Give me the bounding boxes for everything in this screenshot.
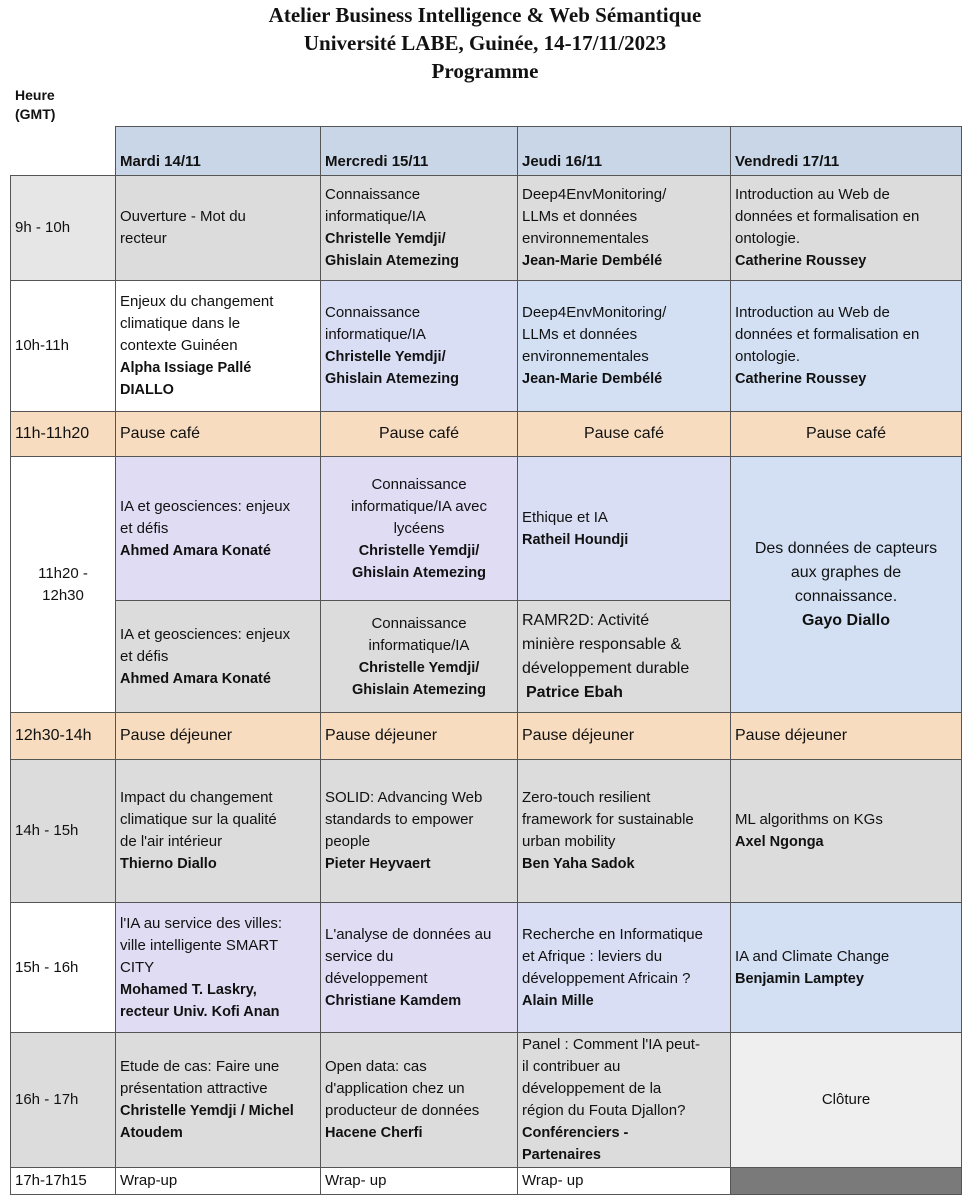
- day-header-vendredi: [730, 126, 962, 176]
- break-label: Pause déjeuner: [120, 727, 233, 744]
- speaker-name: Pieter Heyvaert: [325, 856, 431, 872]
- time-slot: [10, 712, 116, 760]
- session-cell: [115, 175, 321, 281]
- speaker-name: Thierno Diallo: [120, 856, 217, 872]
- session-title: contexte Guinéen: [120, 337, 238, 354]
- speaker-name: Ghislain Atemezing: [351, 681, 486, 698]
- session-title: lycéens: [393, 519, 445, 537]
- session-title: framework for sustainable: [522, 811, 694, 828]
- time-slot: [10, 411, 116, 457]
- speaker-name: Christelle Yemdji/: [358, 659, 480, 676]
- speaker-name: Ben Yaha Sadok: [522, 856, 635, 872]
- wrapup-label: Wrap-up: [120, 1172, 178, 1189]
- time-label: 14h - 15h: [15, 822, 79, 839]
- session-title: IA and Climate Change: [735, 947, 890, 965]
- session-title: Recherche en Informatique: [522, 925, 703, 943]
- time-label: 9h - 10h: [15, 219, 71, 236]
- session-cell: [730, 280, 962, 412]
- speaker-name: Mohamed T. Laskry,: [120, 981, 257, 998]
- session-title: IA et geosciences: enjeux: [120, 497, 291, 515]
- speaker-name: Patrice Ebah: [526, 683, 623, 701]
- speaker-name: Catherine Roussey: [735, 371, 867, 387]
- time-label: 11h20 -: [38, 564, 88, 582]
- session-title: L'analyse de données au: [325, 925, 492, 943]
- session-title: données et formalisation en: [735, 208, 920, 225]
- session-title: IA et geosciences: enjeux: [120, 625, 291, 643]
- day-header-mardi: [115, 126, 321, 176]
- session-cell: [517, 759, 731, 903]
- session-title: Panel : Comment l'IA peut-: [522, 1036, 700, 1053]
- speaker-name: recteur Univ. Kofi Anan: [120, 1003, 280, 1020]
- session-title: LLMs et données: [522, 208, 638, 225]
- time-label: 12h30-14h: [15, 727, 92, 744]
- session-title: people: [325, 833, 371, 850]
- session-title: Connaissance: [371, 614, 467, 632]
- session-cell: [115, 902, 321, 1033]
- time-slot: [10, 175, 116, 281]
- session-title: standards to empower: [325, 811, 474, 828]
- speaker-name: Catherine Roussey: [735, 253, 867, 269]
- session-title: ville intelligente SMART: [120, 936, 279, 954]
- session-title: informatique/IA avec: [351, 497, 487, 515]
- break-cell: [320, 712, 518, 760]
- speaker-name: Alpha Issiage Pallé: [120, 360, 252, 376]
- session-title: ontologie.: [735, 230, 801, 247]
- time-slot: [10, 759, 116, 903]
- session-title: Connaissance: [325, 304, 421, 321]
- session-title: Ouverture - Mot du: [120, 208, 246, 225]
- session-title: données et formalisation en: [735, 326, 920, 343]
- wrapup-cell: [320, 1167, 518, 1195]
- session-title: RAMR2D: Activité: [522, 611, 650, 629]
- time-slot: [10, 280, 116, 412]
- session-cell: [320, 175, 518, 281]
- session-title: informatique/IA: [368, 636, 470, 654]
- wrapup-label: Wrap- up: [325, 1172, 387, 1189]
- break-label: Pause déjeuner: [325, 727, 438, 744]
- session-cell: [730, 456, 962, 713]
- session-cell: [517, 600, 731, 713]
- session-title: CITY: [120, 958, 155, 976]
- speaker-name: Jean-Marie Dembélé: [522, 253, 663, 269]
- time-label: 12h30: [42, 586, 84, 604]
- session-title: Ethique et IA: [522, 508, 608, 526]
- session-title: et Afrique : leviers du: [522, 947, 663, 965]
- title-line-3: Programme: [431, 59, 539, 83]
- session-title: service du: [325, 947, 394, 965]
- session-title: producteur de données: [325, 1102, 480, 1119]
- session-cell: [320, 759, 518, 903]
- session-title: ontologie.: [735, 348, 801, 365]
- session-title: SOLID: Advancing Web: [325, 789, 483, 806]
- session-title: Open data: cas: [325, 1058, 427, 1075]
- session-title: Zero-touch resilient: [522, 789, 651, 806]
- session-title: présentation attractive: [120, 1080, 268, 1097]
- session-title: Impact du changement: [120, 789, 273, 806]
- day-label: Mercredi 15/11: [325, 153, 429, 170]
- speaker-name: Axel Ngonga: [735, 834, 824, 850]
- speaker-name: Conférenciers -: [522, 1125, 629, 1141]
- session-title: climatique dans le: [120, 315, 241, 332]
- session-title: informatique/IA: [325, 208, 426, 225]
- session-title: Deep4EnvMonitoring/: [522, 304, 667, 321]
- session-cell: [517, 1032, 731, 1168]
- session-title: Deep4EnvMonitoring/: [522, 186, 667, 203]
- time-slot: [10, 902, 116, 1033]
- time-slot: [10, 1167, 116, 1195]
- session-title: développement de la: [522, 1080, 662, 1097]
- speaker-name: Alain Mille: [522, 992, 594, 1009]
- session-cell: [517, 456, 731, 601]
- break-cell: [115, 411, 321, 457]
- break-label: Pause café: [120, 425, 201, 442]
- session-cell: [320, 456, 518, 601]
- time-slot: [10, 456, 116, 713]
- day-header-mercredi: [320, 126, 518, 176]
- session-title: développement: [325, 969, 428, 987]
- session-title: Enjeux du changement: [120, 293, 274, 310]
- speaker-name: Atoudem: [120, 1125, 183, 1141]
- speaker-name: Ghislain Atemezing: [325, 371, 460, 387]
- time-label: 15h - 16h: [15, 958, 79, 976]
- session-cell: [320, 600, 518, 713]
- break-label: Pause café: [805, 425, 887, 442]
- speaker-name: Ghislain Atemezing: [325, 253, 460, 269]
- session-cell: [320, 902, 518, 1033]
- closing-label: Clôture: [821, 1091, 871, 1108]
- session-cell: [115, 280, 321, 412]
- session-title: développement Africain ?: [522, 969, 691, 987]
- break-cell: [517, 411, 731, 457]
- session-title: Des données de capteurs: [754, 539, 938, 557]
- session-title: aux graphes de: [790, 563, 902, 581]
- session-title: urban mobility: [522, 833, 616, 850]
- break-cell: [730, 411, 962, 457]
- wrapup-label: Wrap- up: [522, 1172, 584, 1189]
- session-title: LLMs et données: [522, 326, 638, 343]
- speaker-name: DIALLO: [120, 382, 174, 398]
- break-cell: [115, 712, 321, 760]
- speaker-name: Jean-Marie Dembélé: [522, 371, 663, 387]
- session-cell: [730, 902, 962, 1033]
- speaker-name: Christelle Yemdji/: [325, 349, 446, 365]
- session-title: ML algorithms on KGs: [735, 811, 883, 828]
- session-title: recteur: [120, 230, 167, 247]
- session-title: Etude de cas: Faire une: [120, 1058, 280, 1075]
- speaker-name: Gayo Diallo: [801, 611, 891, 629]
- speaker-name: Hacene Cherfi: [325, 1125, 423, 1141]
- session-cell: [730, 175, 962, 281]
- heure-line-1: Heure: [15, 87, 55, 103]
- time-label: 11h-11h20: [15, 425, 90, 442]
- session-title: de l'air intérieur: [120, 833, 223, 850]
- time-label: 10h-11h: [15, 337, 69, 354]
- day-label: Jeudi 16/11: [522, 153, 603, 170]
- session-title: environnementales: [522, 230, 649, 247]
- session-title: Connaissance: [325, 186, 421, 203]
- session-cell: [115, 1032, 321, 1168]
- speaker-name: Christelle Yemdji/: [358, 542, 480, 559]
- session-title: minière responsable &: [522, 635, 682, 653]
- speaker-name: Ahmed Amara Konaté: [120, 670, 271, 687]
- session-title: Introduction au Web de: [735, 304, 890, 321]
- speaker-name: Partenaires: [522, 1147, 601, 1163]
- session-cell: [517, 280, 731, 412]
- speaker-name: Ghislain Atemezing: [351, 564, 486, 581]
- break-label: Pause déjeuner: [522, 727, 635, 744]
- speaker-name: Ratheil Houndji: [522, 531, 629, 548]
- session-title: l'IA au service des villes:: [120, 914, 283, 932]
- day-label: Mardi 14/11: [120, 153, 201, 170]
- session-cell: [320, 1032, 518, 1168]
- speaker-name: Christelle Yemdji / Michel: [120, 1103, 294, 1119]
- session-title: d'application chez un: [325, 1080, 465, 1097]
- session-title: développement durable: [522, 659, 690, 677]
- day-header-jeudi: [517, 126, 731, 176]
- session-cell: [517, 902, 731, 1033]
- session-cell: [730, 759, 962, 903]
- speaker-name: Christiane Kamdem: [325, 992, 462, 1009]
- break-label: Pause déjeuner: [735, 727, 848, 744]
- time-label: 16h - 17h: [15, 1091, 79, 1108]
- session-cell: [115, 600, 321, 713]
- break-cell: [320, 411, 518, 457]
- speaker-name: Ahmed Amara Konaté: [120, 542, 271, 559]
- wrapup-cell: [115, 1167, 321, 1195]
- session-cell: [517, 175, 731, 281]
- break-label: Pause café: [378, 425, 460, 442]
- wrapup-cell: [517, 1167, 731, 1195]
- heure-line-2: (GMT): [15, 106, 56, 122]
- speaker-name: Benjamin Lamptey: [735, 970, 864, 987]
- session-cell: [320, 280, 518, 412]
- session-cell: [115, 456, 321, 601]
- time-slot: [10, 1032, 116, 1168]
- break-label: Pause café: [583, 425, 665, 442]
- speaker-name: Christelle Yemdji/: [325, 231, 446, 247]
- time-label: 17h-17h15: [15, 1172, 87, 1189]
- session-title: région du Fouta Djallon?: [522, 1102, 686, 1119]
- break-cell: [730, 712, 962, 760]
- session-title: et défis: [120, 647, 169, 665]
- session-cell: [115, 759, 321, 903]
- session-title: climatique sur la qualité: [120, 811, 277, 828]
- session-title: Introduction au Web de: [735, 186, 890, 203]
- session-title: connaissance.: [794, 587, 898, 605]
- session-title: et défis: [120, 519, 169, 537]
- session-title: environnementales: [522, 348, 649, 365]
- session-title: Connaissance: [371, 475, 467, 493]
- closing-cell: [730, 1032, 962, 1168]
- session-title: il contribuer au: [522, 1058, 621, 1075]
- session-title: informatique/IA: [325, 326, 426, 343]
- empty-cell: [730, 1167, 962, 1195]
- break-cell: [517, 712, 731, 760]
- title-line-1: Atelier Business Intelligence & Web Sémantique: [268, 3, 702, 27]
- title-line-2: Université LABE, Guinée, 14-17/11/2023: [303, 31, 667, 55]
- day-label: Vendredi 17/11: [735, 153, 840, 170]
